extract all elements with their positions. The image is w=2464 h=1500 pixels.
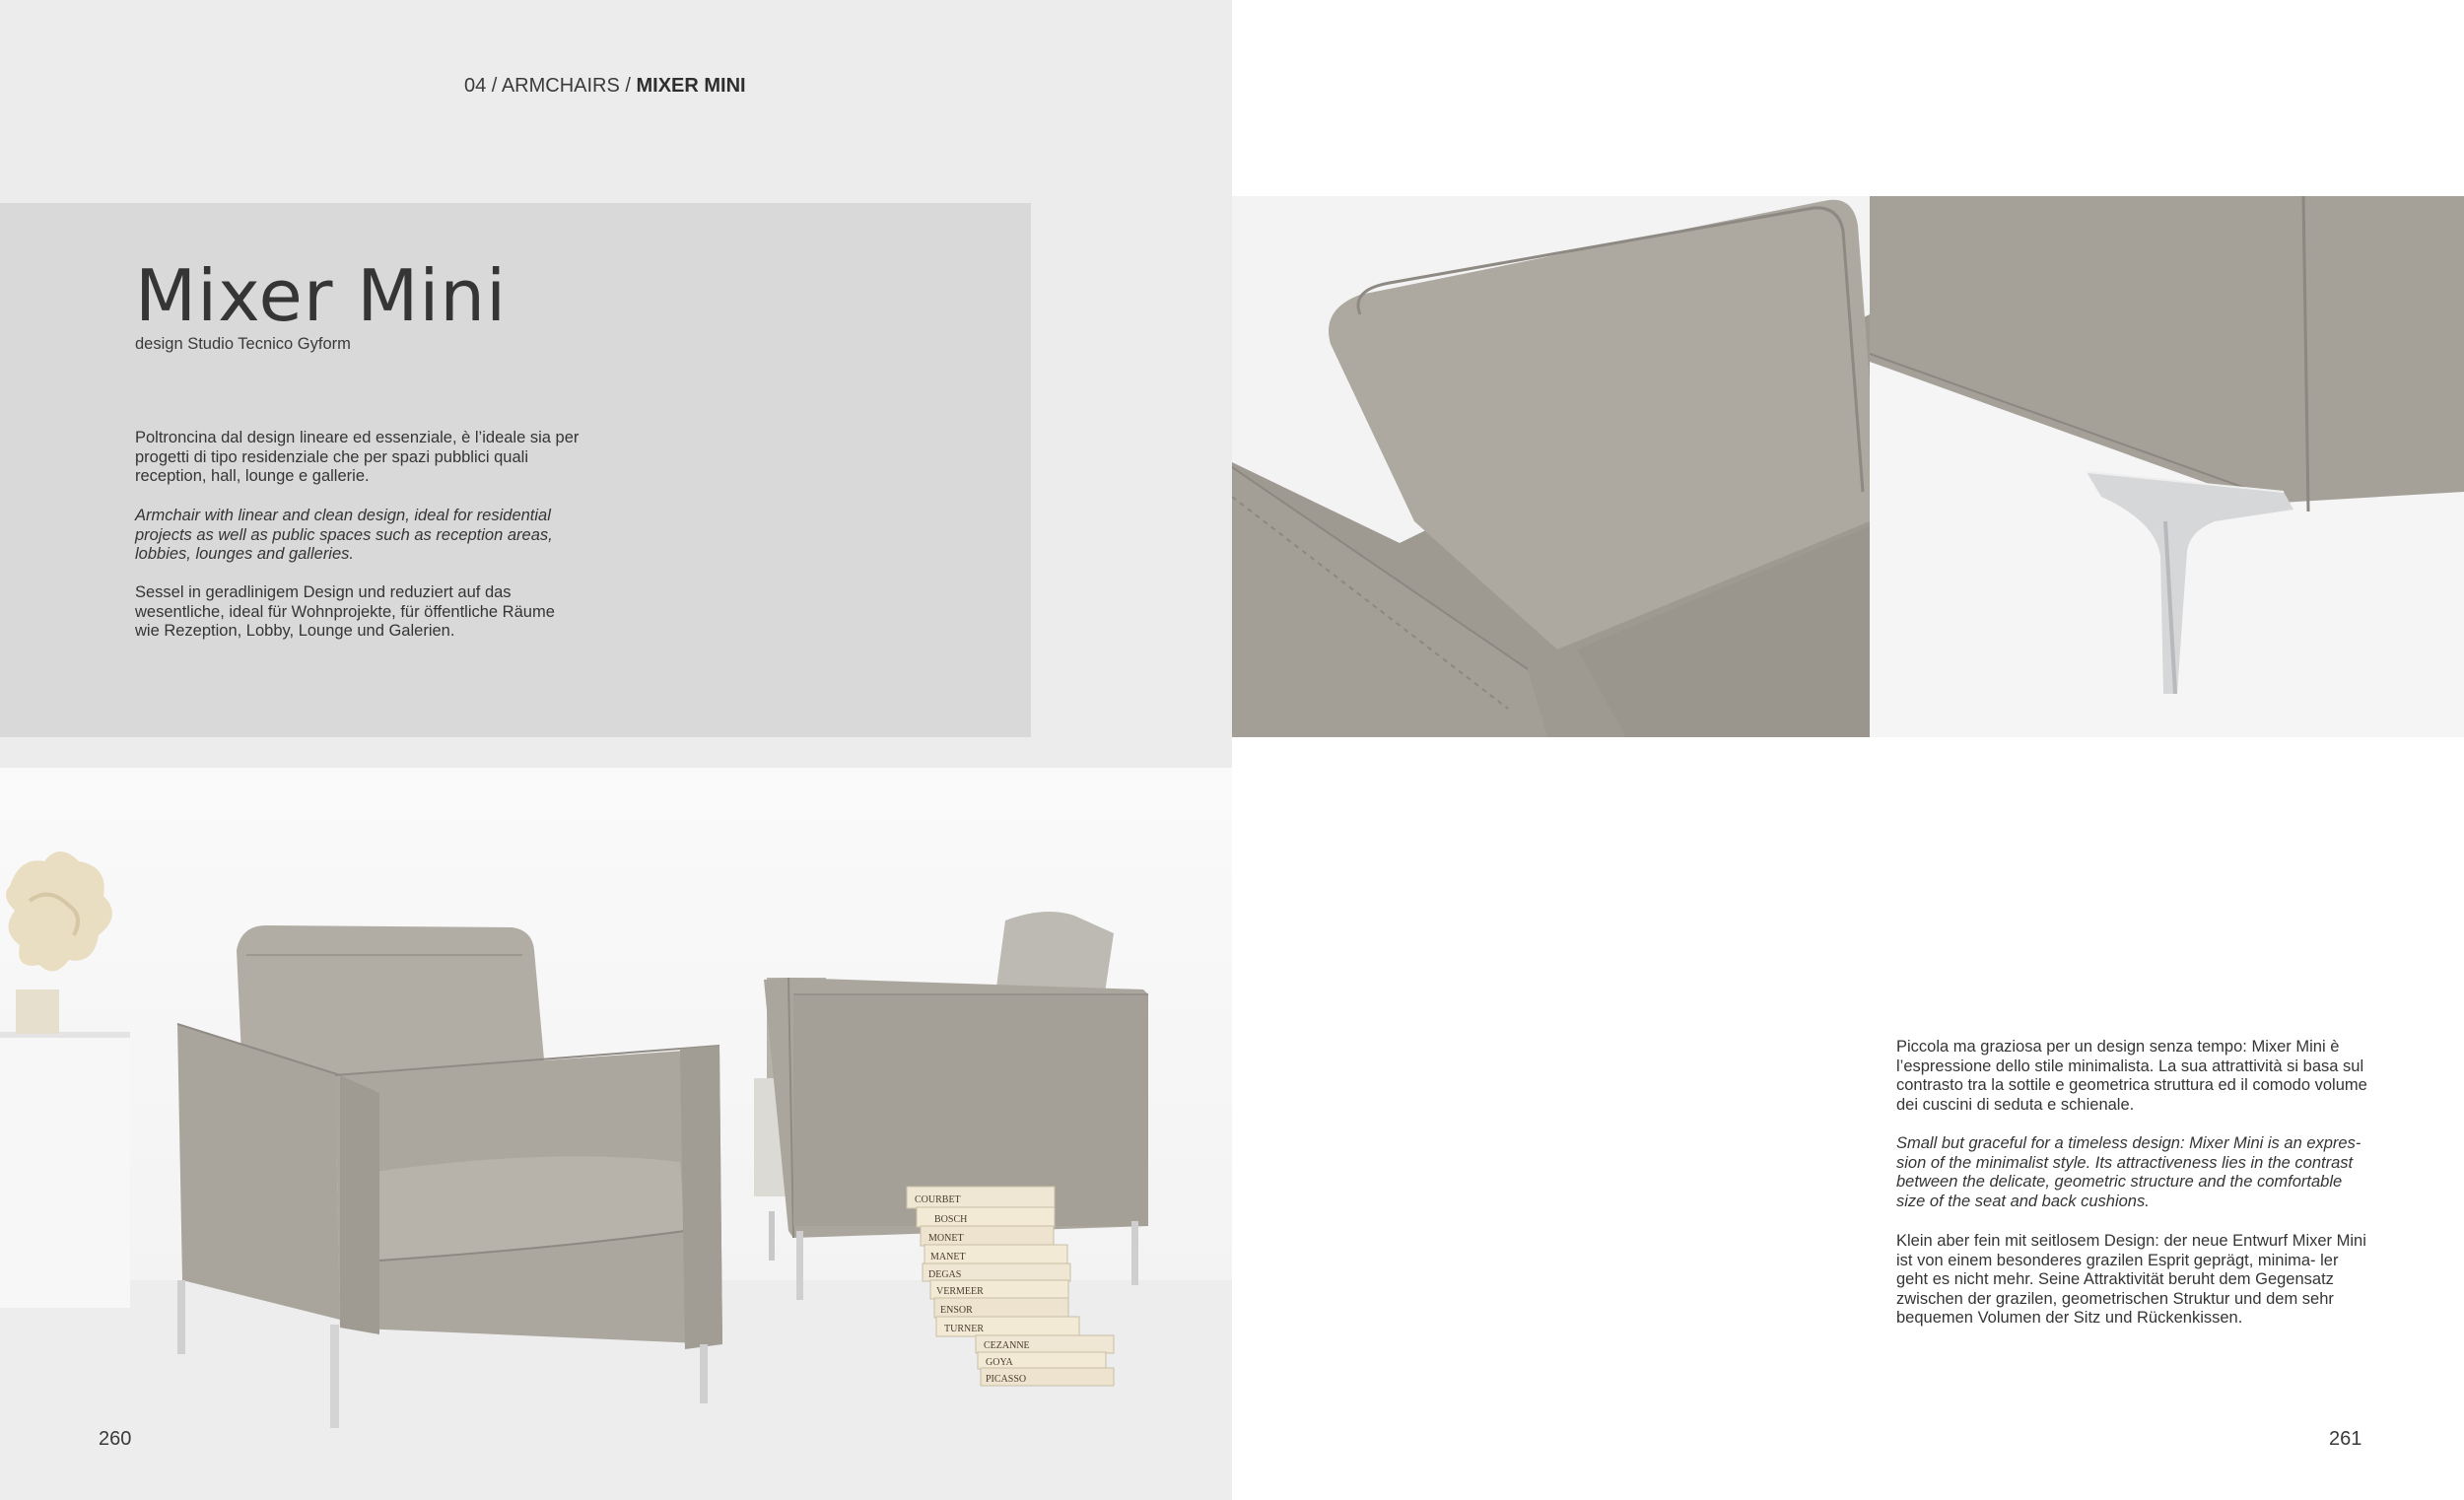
description-english: Armchair with linear and clean design, ideal for residential projects as well as public spaces such as reception areas, lobbies, lounges and galleries.	[135, 507, 553, 563]
armchairs-photo	[0, 768, 1232, 1500]
right-description-english: Small but graceful for a timeless design: Mixer Mini is an expres- sion of the minimalist style. Its attractiveness lies in the contrast between the delicate, geometric structure and the comfortable size of the seat and back cushions.	[1896, 1134, 2361, 1210]
book-spine-label: PICASSO	[986, 1374, 1027, 1385]
book-spine-label: MONET	[928, 1233, 964, 1244]
page-number-right: 261	[2329, 1428, 2362, 1450]
product-title: Mixer Mini	[135, 254, 508, 337]
leg-closeup-photo	[1870, 196, 2464, 737]
book-spine-label: VERMEER	[936, 1286, 984, 1297]
book-spine-label: DEGAS	[928, 1269, 962, 1280]
book-spine-label: BOSCH	[934, 1214, 968, 1225]
book-spine-label: MANET	[930, 1252, 966, 1262]
right-description-italian: Piccola ma graziosa per un design senza tempo: Mixer Mini è l’espressione dello stile minimalista. La sua attrattività si basa sul contrasto tra la sottile e geometrica struttura ed il comodo volume dei cuscini di seduta e schienale.	[1896, 1038, 2367, 1114]
right-description-german: Klein aber fein mit seitlosem Design: der neue Entwurf Mixer Mini ist von einem besonderes grazilen Esprit geprägt, minima- ler geht es nicht mehr. Seine Attraktivität beruht dem Gegensatz zwischen der grazilen, geometrischen Struktur und dem sehr bequemen Volumen der Sitz und Rückenkissen.	[1896, 1232, 2366, 1327]
page-number-left: 260	[99, 1428, 132, 1450]
book-spine-label: GOYA	[986, 1357, 1013, 1368]
breadcrumb	[464, 75, 746, 98]
description-german: Sessel in geradlinigem Design und reduziert auf das wesentliche, ideal für Wohnprojekte, für öffentliche Räume wie Rezeption, Lobby, Lounge und Galerien.	[135, 583, 555, 640]
book-spine-label: COURBET	[915, 1194, 961, 1205]
book-spine-label: CEZANNE	[984, 1340, 1030, 1351]
book-spine-label: TURNER	[944, 1324, 984, 1334]
breadcrumb-section: 04 / ARMCHAIRS /	[464, 75, 637, 97]
breadcrumb-current: MIXER MINI	[636, 75, 746, 97]
backrest-closeup-photo	[1232, 196, 1870, 737]
sculpture-pedestal	[0, 852, 130, 1308]
book-spine-label: ENSOR	[940, 1305, 973, 1316]
designer-credit: design Studio Tecnico Gyform	[135, 335, 351, 353]
description-italian: Poltroncina dal design lineare ed essenziale, è l’ideale sia per progetti di tipo residenziale che per spazi pubblici quali reception, hall, lounge e gallerie.	[135, 429, 580, 485]
